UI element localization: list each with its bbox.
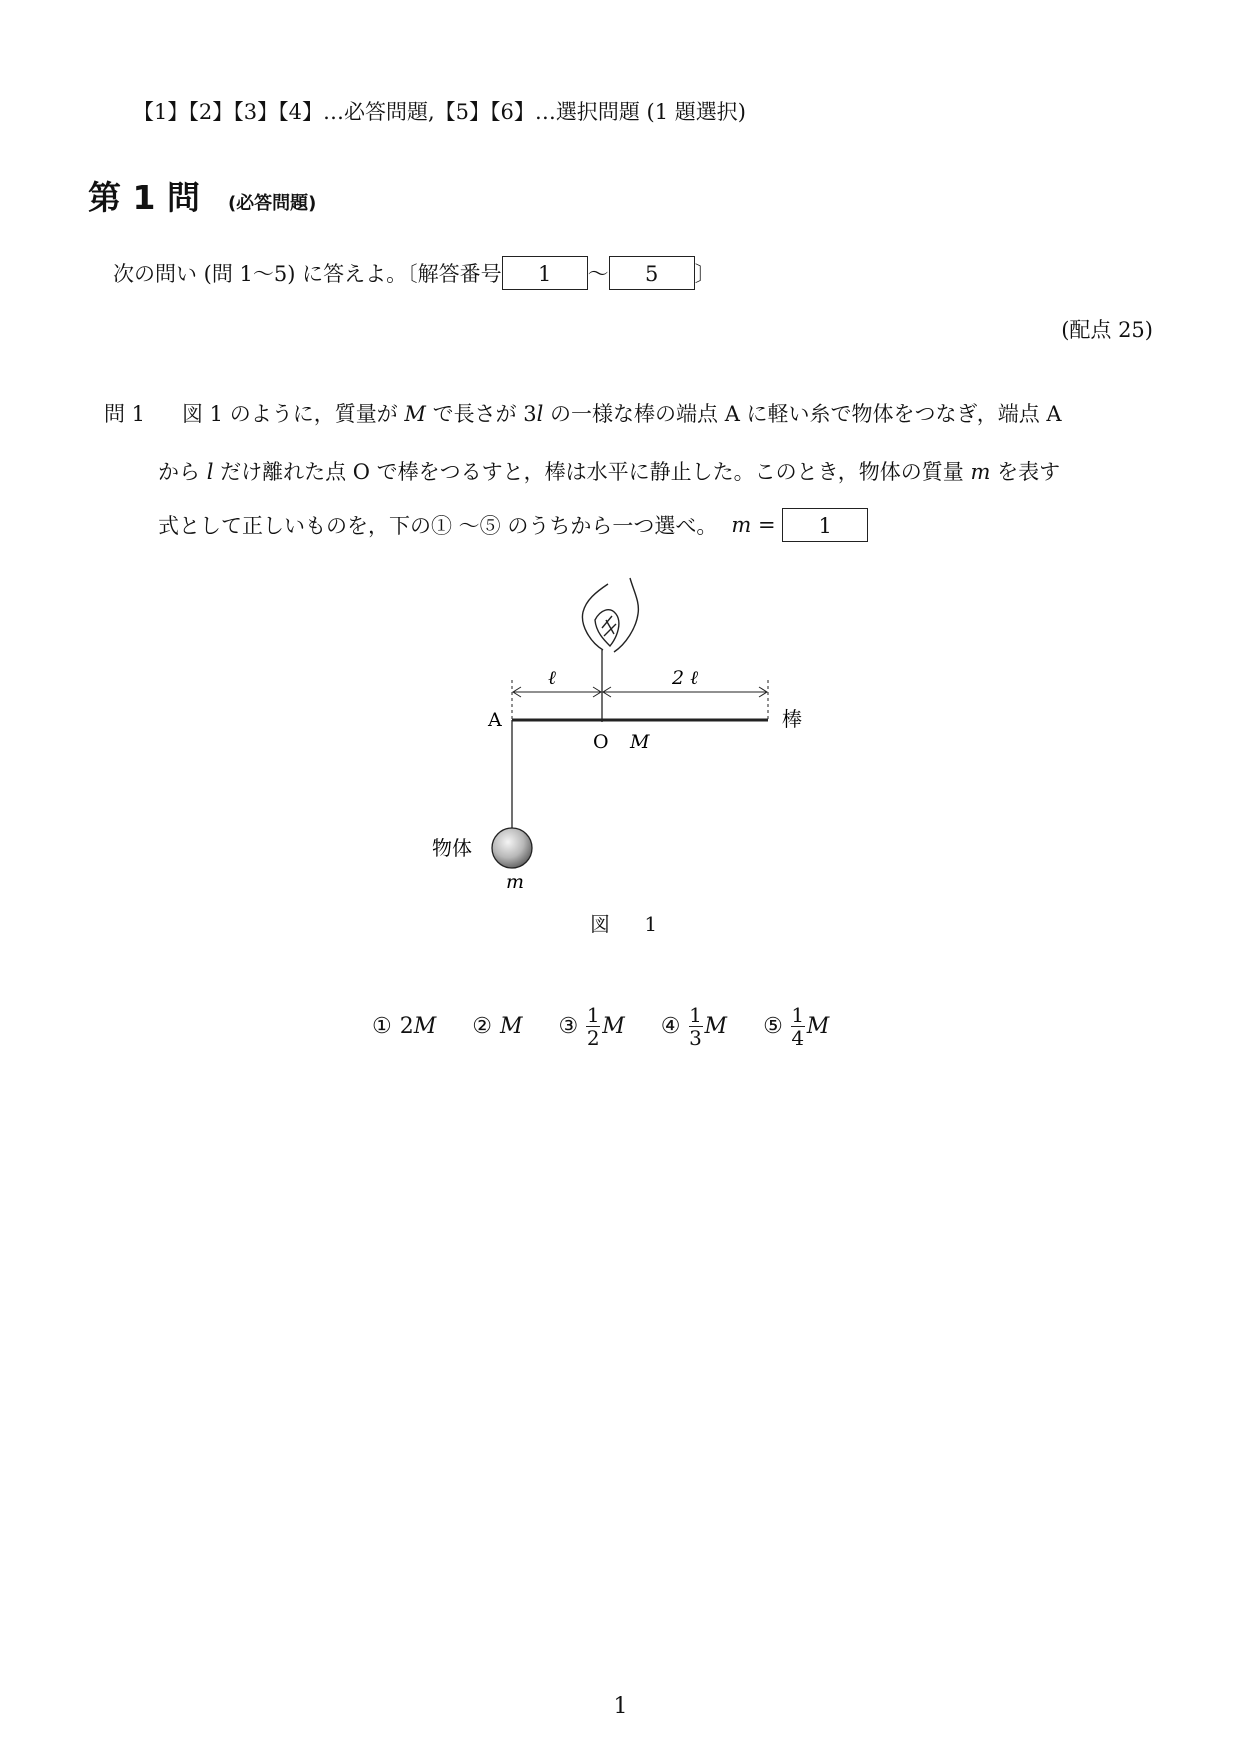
fraction-numerator: 1 xyxy=(689,1003,702,1027)
q1-text-line-2 xyxy=(158,456,1060,486)
fraction-denominator: 4 xyxy=(791,1026,805,1050)
equals-sign: = xyxy=(751,513,783,537)
choice-number: ③ xyxy=(558,1014,579,1039)
fraction-denominator: 3 xyxy=(689,1026,702,1050)
choice-2[interactable] xyxy=(472,1014,522,1039)
dimension-l xyxy=(513,687,601,697)
var-l: l xyxy=(206,460,214,484)
instruction-bracket: 〕 xyxy=(694,262,716,286)
choice-3[interactable] xyxy=(559,1004,625,1049)
hand-icon xyxy=(582,578,638,652)
q1-text: の一様な棒の端点 A に軽い糸で物体をつなぎ，端点 A xyxy=(543,402,1062,426)
choice-var: M xyxy=(413,1014,437,1039)
choice-4[interactable] xyxy=(661,1004,727,1049)
var-m: m xyxy=(731,513,752,537)
label-A: A xyxy=(488,709,502,731)
label-M: M xyxy=(630,731,650,753)
q1-text: を表す xyxy=(990,460,1061,484)
q1-text: から xyxy=(158,460,207,484)
label-O: O xyxy=(593,731,609,753)
fraction xyxy=(791,1004,805,1049)
question-title xyxy=(88,172,316,219)
fraction xyxy=(586,1004,600,1049)
choice-var: M xyxy=(500,1014,523,1039)
answer-box-start[interactable]: 1 xyxy=(502,256,588,290)
q1-label: 問 1 xyxy=(104,402,146,426)
instruction-text: 次の問い (問 1〜5) に答えよ。〔解答番号 xyxy=(113,262,502,286)
fraction xyxy=(689,1004,703,1049)
var-l: l xyxy=(536,402,544,426)
answer-box-1[interactable]: 1 xyxy=(782,508,868,542)
q1-text: だけ離れた点 O で棒をつるすと，棒は水平に静止した。このとき，物体の質量 xyxy=(213,460,971,484)
label-l: ℓ xyxy=(548,667,556,689)
question-number: 第 1 問 xyxy=(88,178,200,217)
choice-var: M xyxy=(806,1014,830,1039)
q1-text: 式として正しいものを，下の① 〜⑤ のうちから一つ選べ。 xyxy=(158,514,718,538)
choice-1[interactable] xyxy=(372,1014,436,1039)
q1-text-line-1 xyxy=(182,398,1062,428)
label-2l: 2 ℓ xyxy=(671,667,699,689)
object-ball xyxy=(492,828,532,868)
question-type: (必答問題) xyxy=(227,193,317,214)
figure-1 xyxy=(420,570,840,900)
q1-text: 図 1 のように，質量が xyxy=(182,402,405,426)
choice-5[interactable] xyxy=(763,1004,829,1049)
choice-var: M xyxy=(602,1014,625,1039)
q1-text: で長さが 3 xyxy=(425,402,537,426)
instruction-tilde: 〜 xyxy=(587,262,609,286)
label-m: m xyxy=(506,871,525,893)
var-m: m xyxy=(970,460,991,484)
fraction-numerator: 1 xyxy=(791,1003,805,1027)
fraction-numerator: 1 xyxy=(586,1003,600,1027)
figure-caption: 図 1 xyxy=(590,912,672,936)
label-rod: 棒 xyxy=(782,707,802,731)
choice-number: ⑤ xyxy=(763,1014,783,1039)
choice-number: ② xyxy=(472,1014,492,1039)
fraction-denominator: 2 xyxy=(586,1026,600,1050)
var-M: M xyxy=(404,402,426,426)
label-object: 物体 xyxy=(432,836,472,860)
points: (配点 25) xyxy=(1061,318,1153,342)
answer-box-end[interactable]: 5 xyxy=(609,256,695,290)
choice-number: ① xyxy=(372,1014,392,1039)
choice-coef: 2 xyxy=(399,1014,414,1039)
instruction xyxy=(113,256,716,290)
choice-var: M xyxy=(704,1014,728,1039)
choices xyxy=(372,1004,865,1049)
choice-number: ④ xyxy=(660,1014,681,1039)
page-number: 1 xyxy=(613,1694,628,1719)
section-legend: 【1】【2】【3】【4】…必答問題,【5】【6】…選択問題 (1 題選択) xyxy=(133,100,746,124)
q1-text-line-3 xyxy=(158,508,868,542)
